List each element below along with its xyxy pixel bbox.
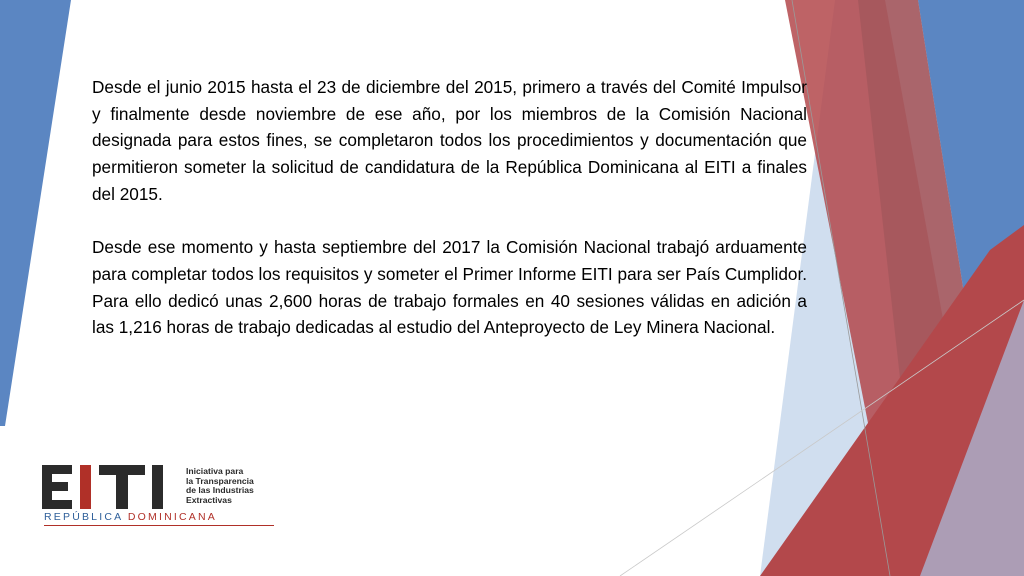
tagline-line: Iniciativa para	[186, 466, 244, 476]
left-blue-shape	[0, 0, 71, 426]
logo-country	[44, 511, 217, 523]
country-word: REPÚBLICA	[44, 511, 123, 523]
tagline-line: de las Industrias	[186, 485, 254, 496]
paragraph: Desde el junio 2015 hasta el 23 de diciembre del 2015, primero a través del Comité Impulsor y finalmente desde noviembre de ese año, por los miembros de la Comisión Nacional designada para estos fines, se completaron todos los procedimientos y documentación que permitieron someter la solicitud de candidatura de la República Dominicana al EITI a finales del 2015.	[92, 77, 807, 204]
tagline-line: la Transparencia	[186, 475, 254, 486]
paragraph: Desde ese momento y hasta septiembre del 2017 la Comisión Nacional trabajó arduamente para completar todos los requisitos y someter el Primer Informe EITI para ser País Cumplidor. Para ello dedicó unas 2,600 horas de trabajo formales en 40 sesiones válidas en adición a las 1,216 horas de trabajo dedicadas al estudio del Anteproyecto de Ley Minera Nacional.	[92, 237, 807, 338]
logo-tagline	[186, 467, 254, 505]
eiti-logo	[42, 465, 282, 535]
tagline-line: Extractivas	[186, 494, 232, 505]
logo-underline	[44, 525, 274, 526]
country-word: DOMINICANA	[127, 511, 217, 523]
eiti-wordmark-icon	[42, 465, 180, 509]
slide-body	[92, 74, 807, 341]
